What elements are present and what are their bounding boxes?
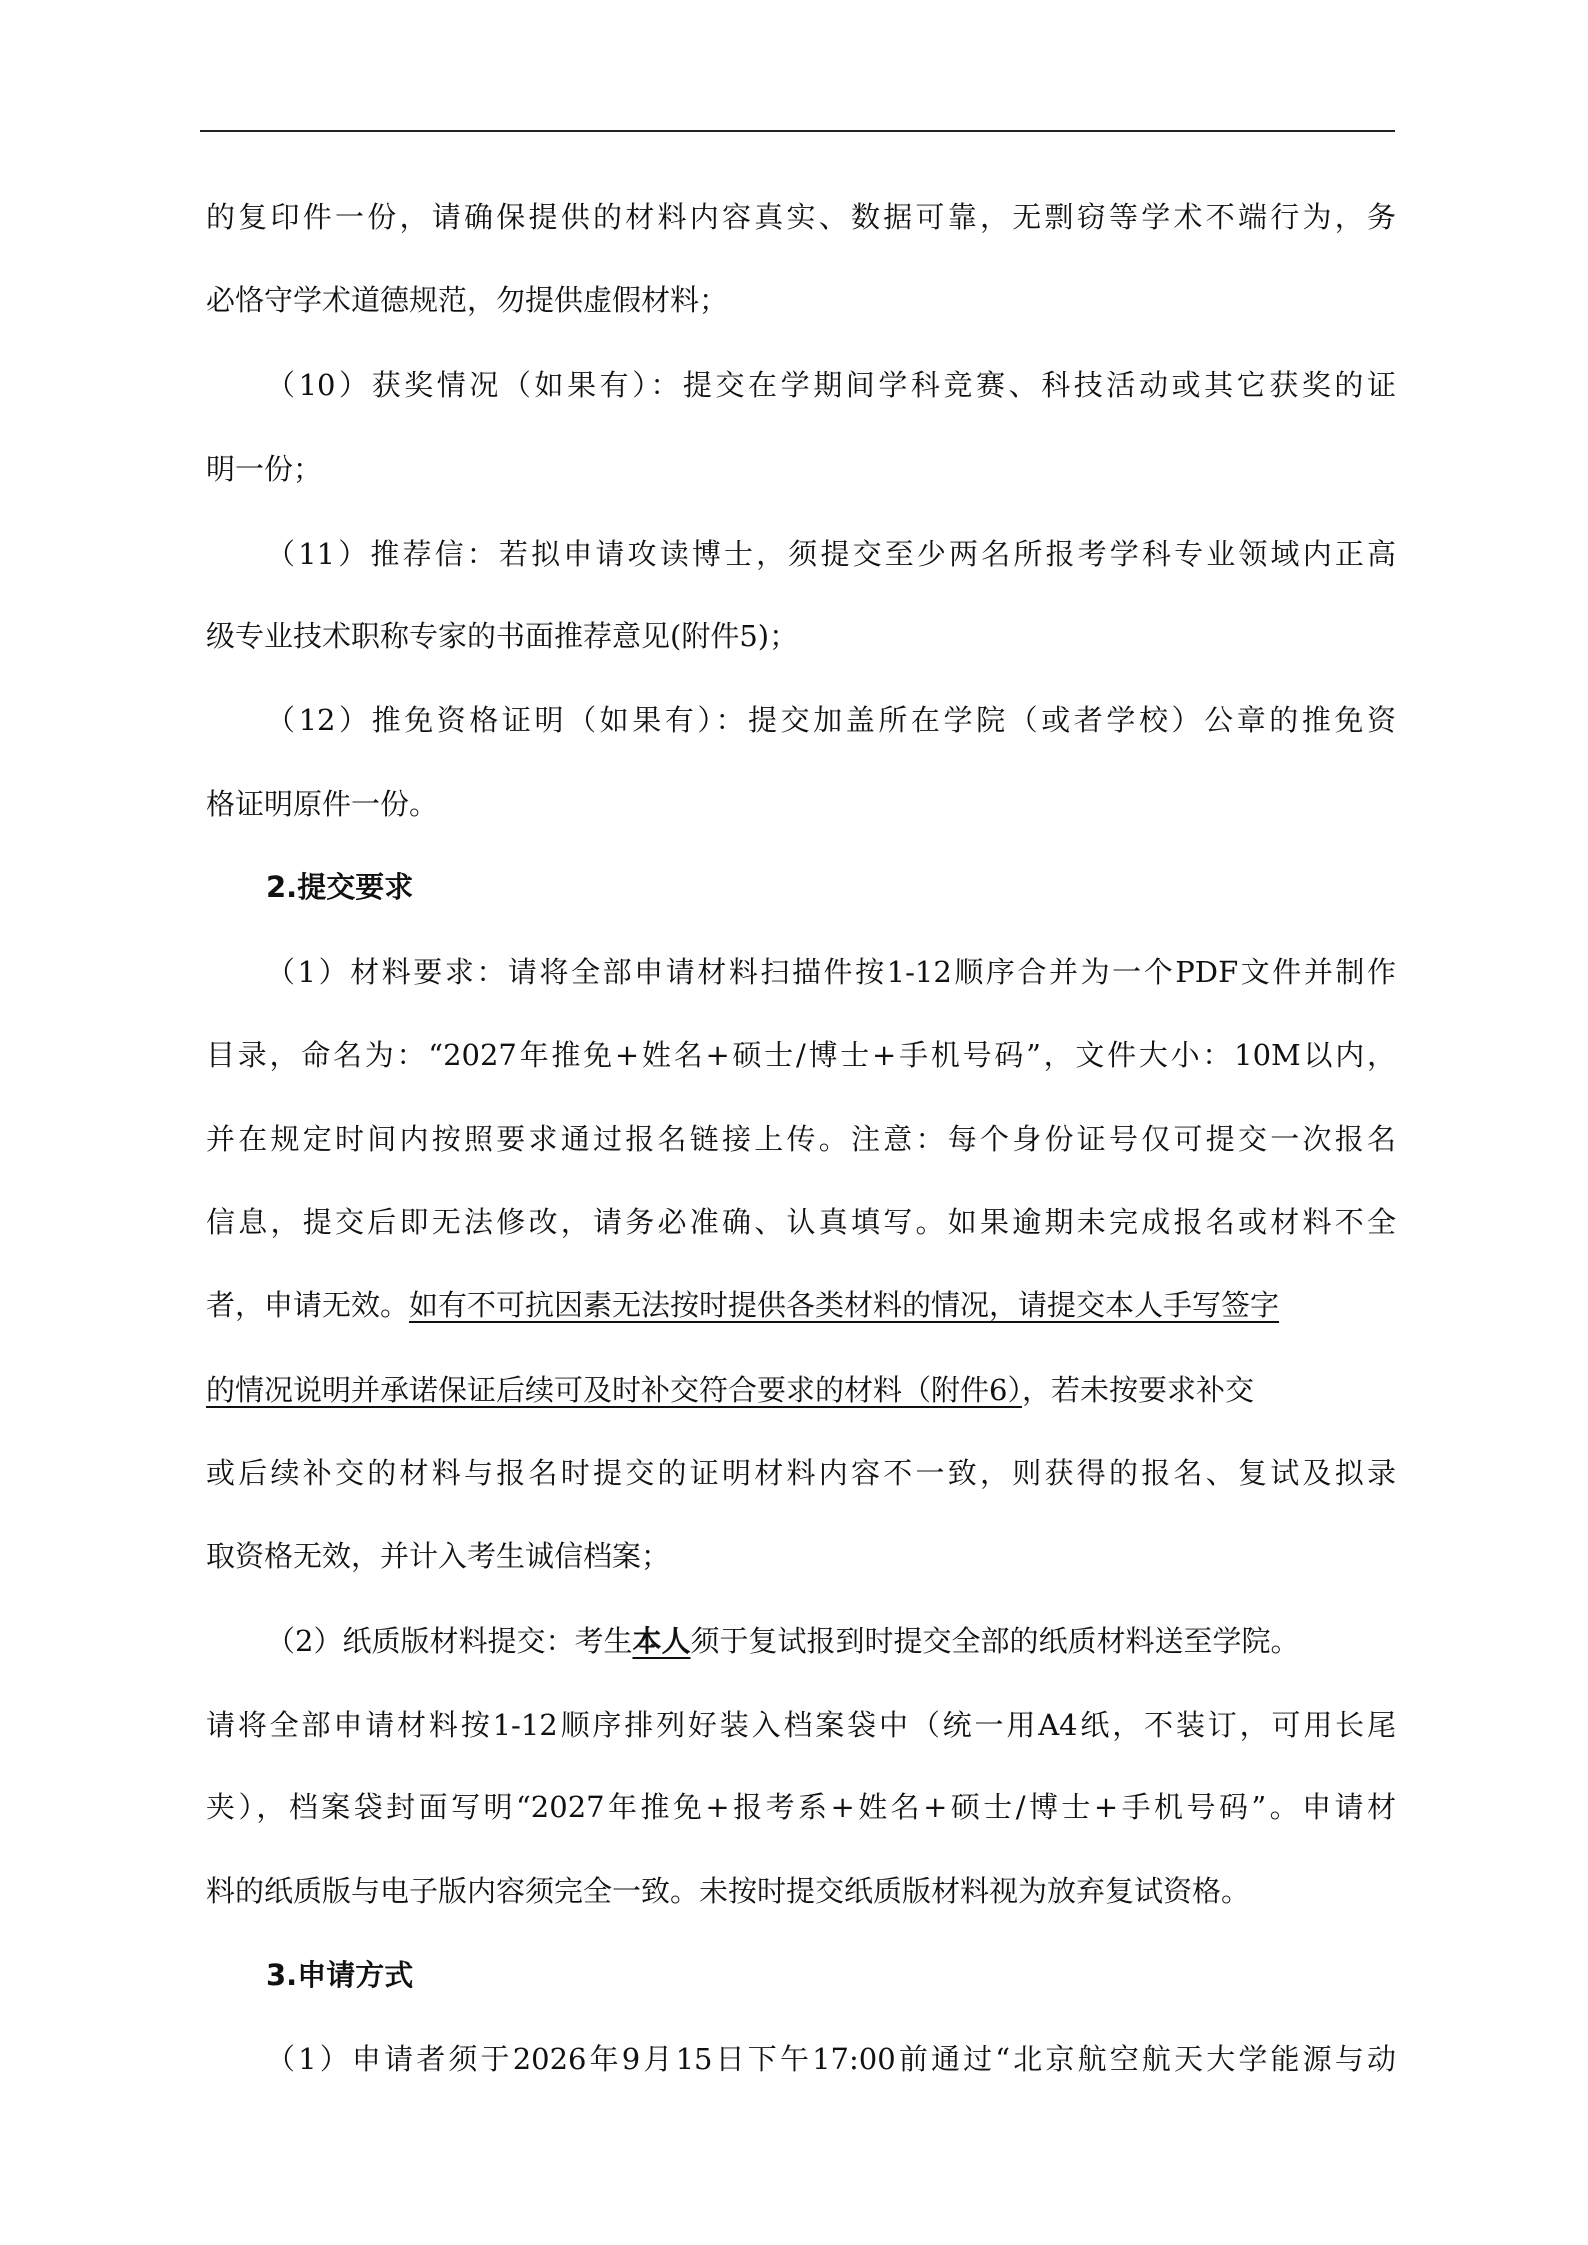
paragraph-line: [206, 1370, 1396, 1410]
section-heading: 3.申请方式: [266, 1958, 414, 1992]
paragraph-line: [266, 1621, 1396, 1661]
paragraph-line: （11）推荐信：若拟申请攻读博士，须提交至少两名所报考学科专业领域内正高: [266, 537, 1396, 571]
paragraph-line: 请将全部申请材料按1-12顺序排列好装入档案袋中（统一用A4纸，不装订，可用长尾: [206, 1708, 1396, 1742]
underlined-text: 的情况说明并承诺保证后续可及时补交符合要求的材料（附件6）: [206, 1373, 1022, 1407]
paragraph-line: （10）获奖情况（如果有）：提交在学期间学科竞赛、科技活动或其它获奖的证: [266, 368, 1396, 402]
paragraph-line: 必恪守学术道德规范，勿提供虚假材料；: [206, 283, 729, 317]
plain-text: 者，申请无效。: [206, 1288, 410, 1322]
paragraph-line: （1）申请者须于2026年9月15日下午17:00前通过“北京航空航天大学能源与动: [266, 2042, 1396, 2076]
plain-text: （2）纸质版材料提交：考生: [266, 1624, 633, 1658]
paragraph-line: 夹），档案袋封面写明“2027年推免+报考系+姓名+硕士/博士+手机号码”。申请材: [206, 1790, 1396, 1824]
paragraph-line: 或后续补交的材料与报名时提交的证明材料内容不一致，则获得的报名、复试及拟录: [206, 1456, 1396, 1490]
section-heading: 2.提交要求: [266, 870, 414, 904]
paragraph-line: 格证明原件一份。: [206, 787, 439, 821]
paragraph-line: 的复印件一份，请确保提供的材料内容真实、数据可靠，无剽窃等学术不端行为，务: [206, 200, 1396, 234]
paragraph-line: 信息，提交后即无法修改，请务必准确、认真填写。如果逾期未完成报名或材料不全: [206, 1205, 1396, 1239]
paragraph-line: [206, 1285, 1396, 1325]
paragraph-line: （1）材料要求：请将全部申请材料扫描件按1-12顺序合并为一个PDF文件并制作: [266, 955, 1396, 989]
plain-text: 须于复试报到时提交全部的纸质材料送至学院。: [690, 1624, 1300, 1658]
paragraph-line: 级专业技术职称专家的书面推荐意见(附件5)；: [206, 619, 799, 653]
underlined-text: 如有不可抗因素无法按时提供各类材料的情况，请提交本人手写签字: [409, 1288, 1280, 1322]
plain-text: ，若未按要求补交: [1021, 1373, 1254, 1407]
paragraph-line: （12）推免资格证明（如果有）：提交加盖所在学院（或者学校）公章的推免资: [266, 703, 1396, 737]
header-rule: [200, 130, 1395, 132]
paragraph-line: 取资格无效，并计入考生诚信档案；: [206, 1539, 671, 1573]
emphasized-text: 本人: [632, 1624, 691, 1658]
paragraph-line: 料的纸质版与电子版内容须完全一致。未按时提交纸质版材料视为放弃复试资格。: [206, 1874, 1251, 1908]
paragraph-line: 并在规定时间内按照要求通过报名链接上传。注意：每个身份证号仅可提交一次报名: [206, 1122, 1396, 1156]
paragraph-line: 目录，命名为：“2027年推免+姓名+硕士/博士+手机号码”，文件大小：10M以内，: [206, 1038, 1396, 1072]
paragraph-line: 明一份；: [206, 452, 323, 486]
